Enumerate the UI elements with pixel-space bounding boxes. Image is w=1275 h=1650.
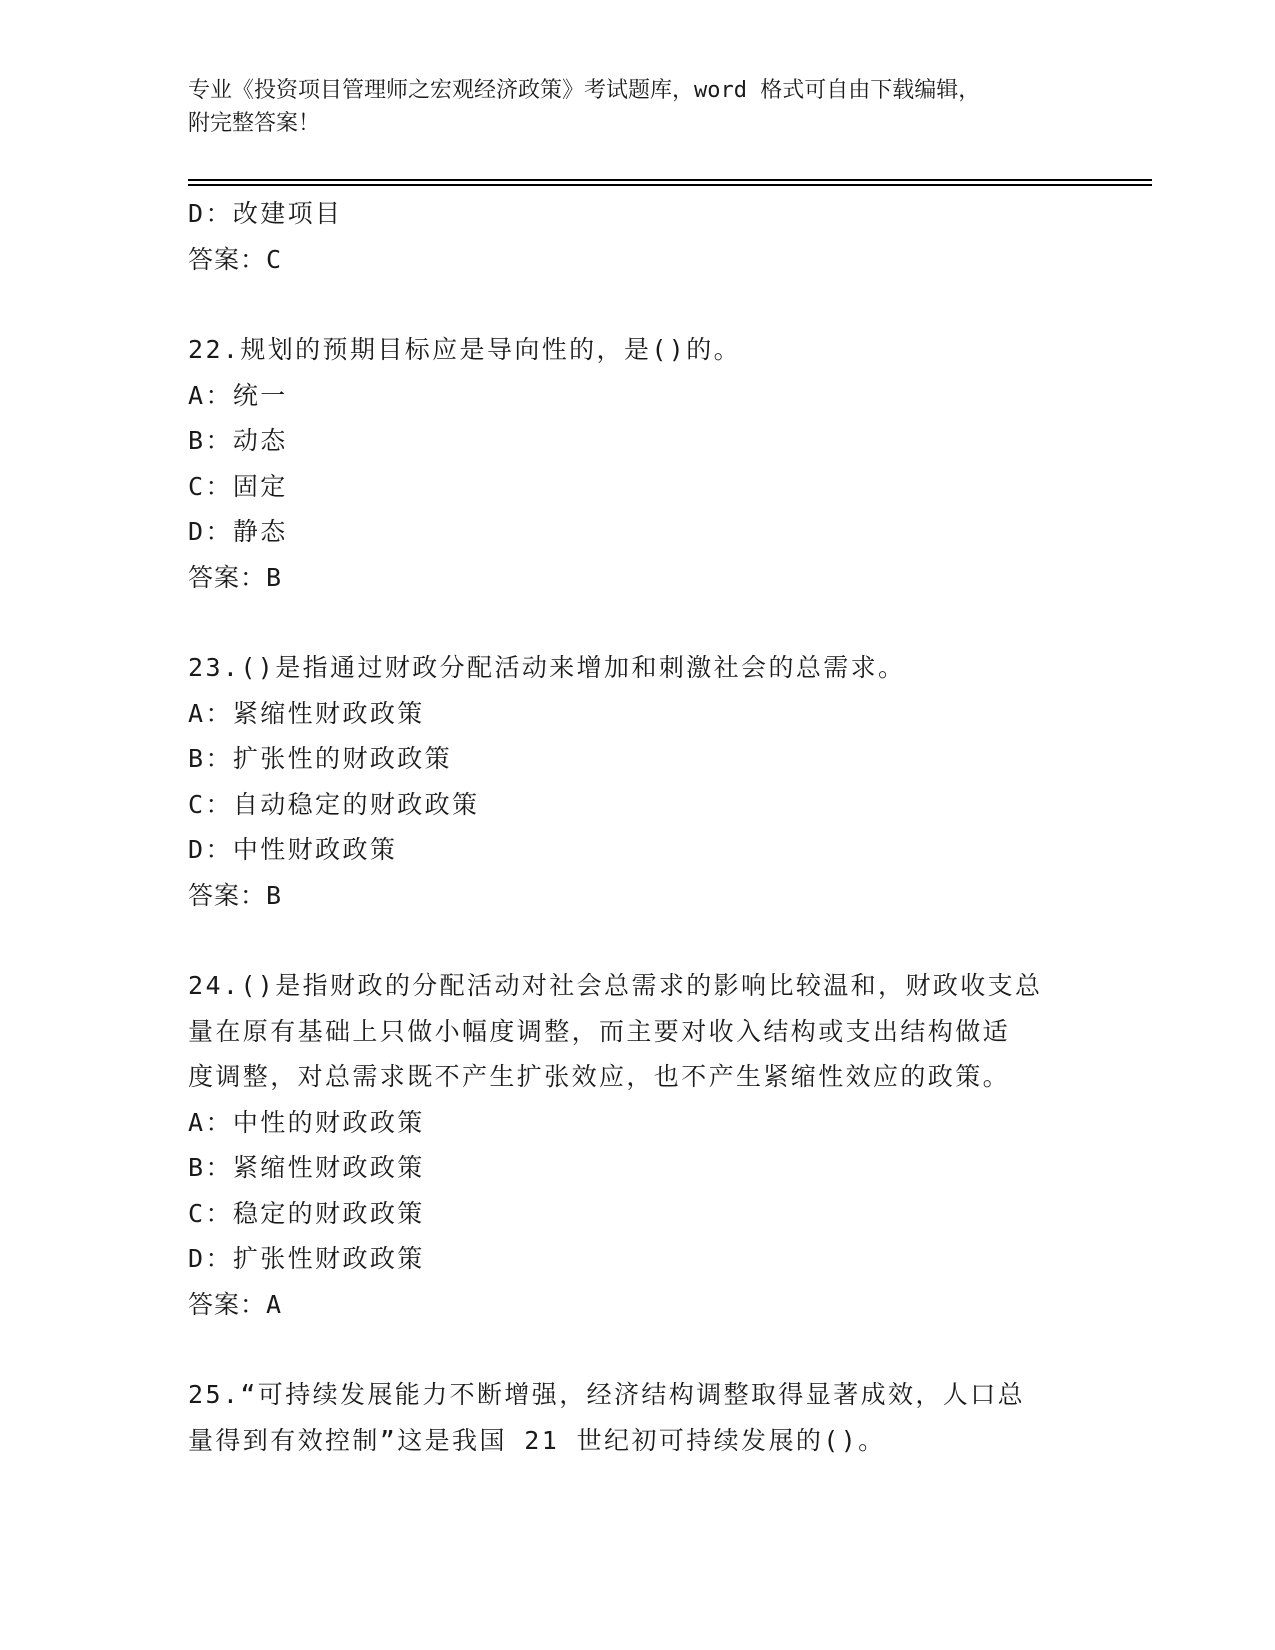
option-b: B：扩张性的财政政策 — [188, 744, 453, 773]
previous-question-tail — [188, 191, 1088, 282]
document-header — [188, 74, 1068, 140]
question-22 — [188, 327, 1088, 600]
answer-line — [188, 873, 1088, 919]
question-25 — [188, 1372, 1088, 1463]
question-23 — [188, 645, 1088, 918]
option-d: D：中性财政政策 — [188, 835, 398, 864]
option-c: C：稳定的财政政策 — [188, 1198, 425, 1228]
option-a: A：紧缩性财政政策 — [188, 698, 425, 728]
option-b: B：紧缩性财政政策 — [188, 1153, 425, 1182]
answer-line — [188, 1282, 1088, 1328]
option-c: C：自动稳定的财政政策 — [188, 789, 480, 819]
question-stem-line-1: 24.()是指财政的分配活动对社会总需求的影响比较温和，财政收支总 — [188, 971, 1043, 1000]
question-stem-line-2: 量得到有效控制”这是我国 21 世纪初可持续发展的()。 — [188, 1425, 886, 1455]
answer-value: C — [266, 244, 283, 274]
question-stem-line-3: 度调整，对总需求既不产生扩张效应，也不产生紧缩性效应的政策。 — [188, 1062, 1011, 1091]
option-d: D：静态 — [188, 517, 288, 546]
option-b: B：动态 — [188, 426, 288, 455]
option-d: D：改建项目 — [188, 199, 343, 228]
answer-label: 答案： — [188, 1289, 267, 1319]
question-stem: 23.()是指通过财政分配活动来增加和刺激社会的总需求。 — [188, 653, 906, 682]
answer-label: 答案： — [188, 244, 267, 274]
option-c: C：固定 — [188, 471, 288, 501]
header-line-2: 附完整答案！ — [188, 111, 321, 136]
question-stem: 22.规划的预期目标应是导向性的，是()的。 — [188, 335, 742, 364]
option-a: A：统一 — [188, 380, 288, 410]
answer-value: A — [266, 1289, 283, 1319]
answer-line — [188, 237, 1088, 283]
header-line-1: 专业《投资项目管理师之宏观经济政策》考试题库，word 格式可自由下载编辑， — [188, 78, 981, 103]
question-24 — [188, 963, 1088, 1327]
answer-value: B — [266, 880, 283, 910]
question-list — [188, 191, 1088, 1463]
header-rule-bottom — [188, 184, 1152, 186]
answer-label: 答案： — [188, 562, 267, 592]
option-d: D：扩张性财政政策 — [188, 1244, 425, 1273]
answer-value: B — [266, 562, 283, 592]
answer-label: 答案： — [188, 880, 267, 910]
answer-line — [188, 555, 1088, 601]
question-stem-line-2: 量在原有基础上只做小幅度调整，而主要对收入结构或支出结构做适 — [188, 1016, 1011, 1046]
header-rule-top — [188, 179, 1152, 181]
option-a: A：中性的财政政策 — [188, 1107, 425, 1137]
question-stem-line-1: 25.“可持续发展能力不断增强，经济结构调整取得显著成效，人口总 — [188, 1380, 1026, 1409]
